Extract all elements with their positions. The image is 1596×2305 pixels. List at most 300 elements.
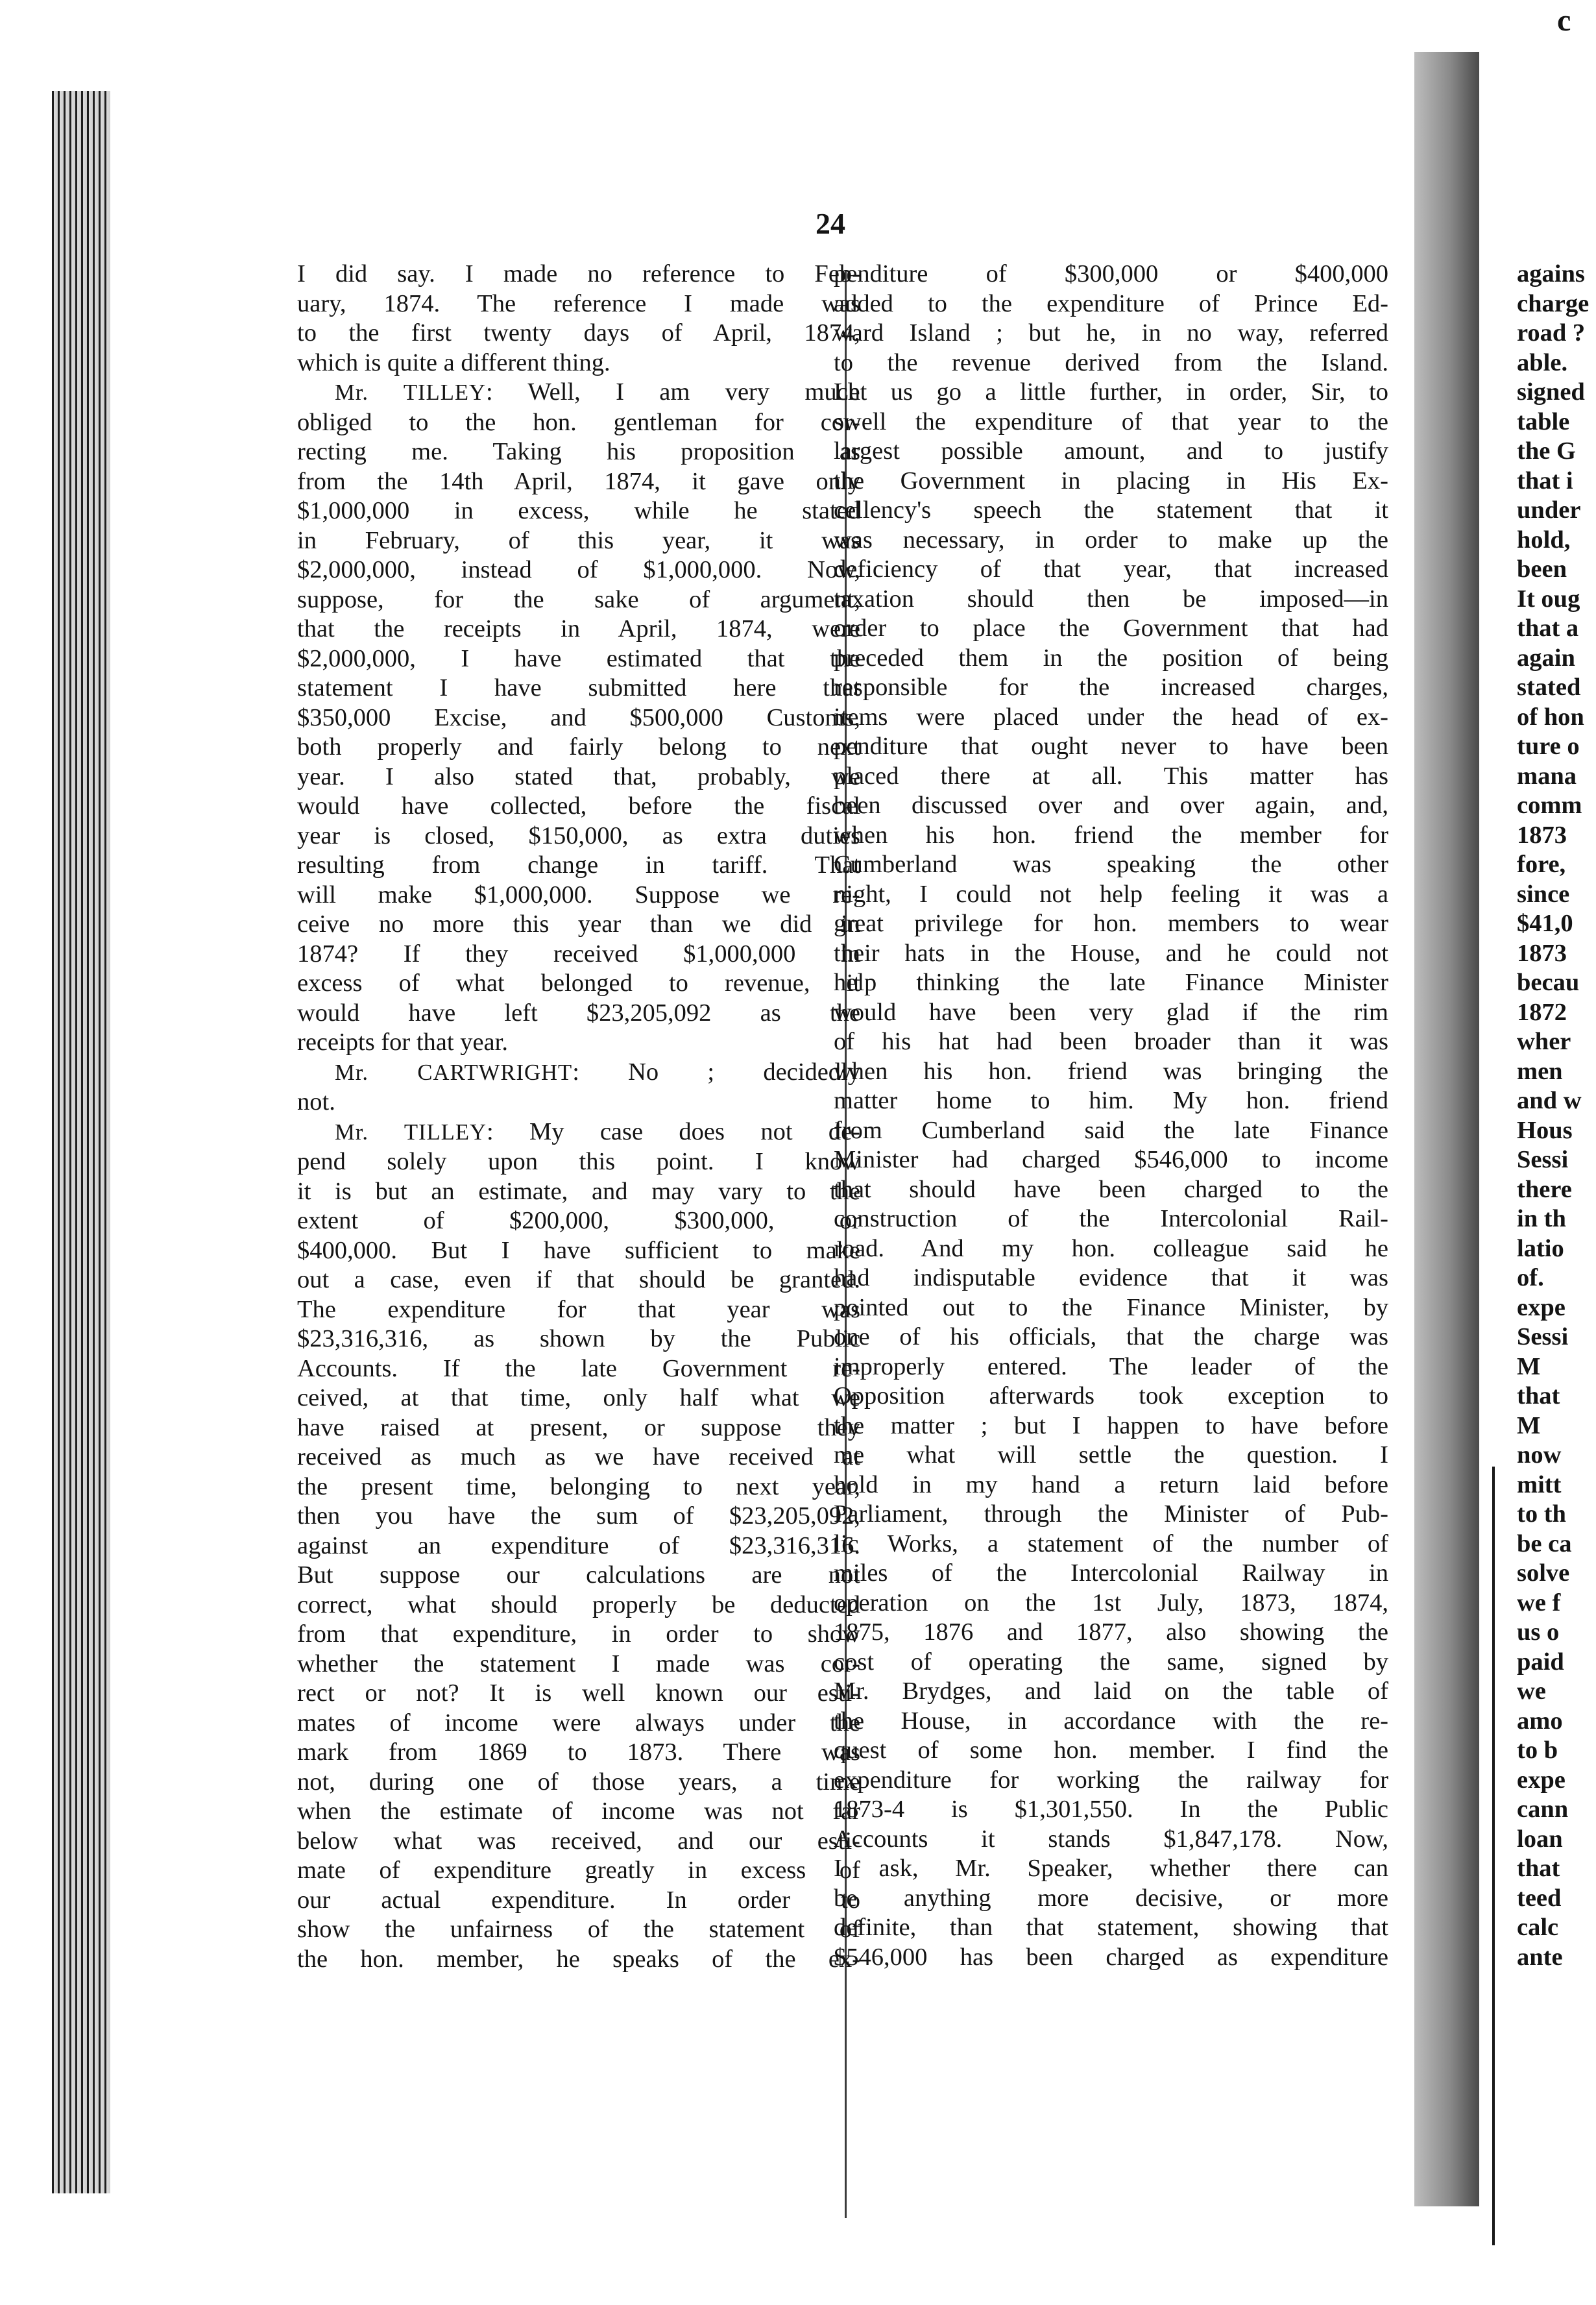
page-stack-edge [52, 91, 110, 2193]
line-text: improperly entered. The leader of the [834, 1352, 1388, 1380]
text-line [297, 1177, 860, 1207]
text-line [834, 850, 1388, 880]
partial-text-line: in th [1517, 1205, 1566, 1232]
text-line [834, 289, 1388, 319]
text-column-left [297, 260, 860, 1974]
text-line [297, 615, 860, 644]
text-line [297, 289, 860, 319]
line-text: Accounts it stands $1,847,178. Now, [834, 1825, 1388, 1853]
line-text: $1,000,000 in excess, while he stated [297, 497, 860, 524]
text-line [297, 1117, 860, 1148]
text-line [297, 348, 860, 378]
text-line [834, 762, 1388, 792]
line-text: $350,000 Excise, and $500,000 Customs, [297, 703, 860, 731]
text-line [834, 1825, 1388, 1855]
text-line [297, 1472, 860, 1502]
partial-text-line: mitt [1517, 1470, 1562, 1498]
text-line [834, 1500, 1388, 1530]
text-line [297, 1384, 860, 1413]
text-line [834, 1027, 1388, 1057]
partial-text-line: Sessi [1517, 1146, 1569, 1173]
line-text: mark from 1869 to 1873. There was [297, 1738, 860, 1766]
partial-text-line: of. [1517, 1264, 1544, 1291]
text-line [834, 939, 1388, 969]
line-text: largest possible amount, and to justify [834, 437, 1388, 465]
line-text: recting me. Taking his proposition as [297, 438, 860, 465]
text-line [834, 1204, 1388, 1234]
text-line [834, 378, 1388, 408]
partial-text-line: teed [1517, 1884, 1562, 1912]
text-line [297, 1354, 860, 1384]
line-text: then you have the sum of $23,205,092, [297, 1502, 860, 1530]
text-line [297, 1147, 860, 1177]
partial-text-line: calc [1517, 1914, 1559, 1941]
text-line [297, 733, 860, 762]
partial-text-line: $41,0 [1517, 910, 1573, 937]
text-column-right-partial [1517, 260, 1596, 1972]
line-text: $546,000 has been charged as expenditure [834, 1943, 1388, 1971]
text-line [834, 526, 1388, 555]
line-text: great privilege for hon. members to wear [834, 910, 1388, 937]
text-line [297, 910, 860, 940]
speaker-name: Mr. TILLEY [335, 380, 487, 405]
line-text: year. I also stated that, probably, we [297, 762, 860, 790]
text-line [834, 1913, 1388, 1943]
text-line [834, 585, 1388, 615]
partial-text-line: ante [1517, 1943, 1563, 1971]
line-text: me what will settle the question. I [834, 1441, 1388, 1469]
partial-text-line: and w [1517, 1087, 1582, 1114]
partial-text-line: M [1517, 1352, 1541, 1380]
line-text: against an expenditure of $23,316,316. [297, 1531, 860, 1559]
text-line [297, 1797, 860, 1827]
line-text: the Government in placing in His Ex- [834, 467, 1388, 494]
partial-text-line: table [1517, 408, 1570, 435]
text-line [297, 1679, 860, 1709]
line-text: show the unfairness of the statement of [297, 1916, 860, 1943]
text-line [834, 968, 1388, 998]
line-text: items were placed under the head of ex- [834, 703, 1388, 731]
text-line [297, 1502, 860, 1531]
partial-text-line: stated [1517, 674, 1581, 701]
text-line [834, 1589, 1388, 1618]
line-text: when his hon. friend was bringing the [834, 1057, 1388, 1085]
text-line [297, 1591, 860, 1620]
text-line [834, 1411, 1388, 1441]
text-line [297, 496, 860, 526]
line-text: $23,316,316, as shown by the Public [297, 1325, 860, 1352]
line-text: penditure that ought never to have been [834, 733, 1388, 760]
text-line [297, 1650, 860, 1679]
line-text: when the estimate of income was not far [297, 1798, 860, 1825]
line-text: Accounts. If the late Government re- [297, 1354, 860, 1382]
text-line [834, 1234, 1388, 1264]
text-line [834, 1618, 1388, 1648]
line-text: operation on the 1st July, 1873, 1874, [834, 1589, 1388, 1616]
partial-text-line: road ? [1517, 319, 1586, 347]
partial-text-line: 1872 [1517, 998, 1567, 1026]
partial-text-line: becau [1517, 969, 1580, 996]
text-line [834, 467, 1388, 496]
text-line [297, 1827, 860, 1857]
speaker-name: Mr. TILLEY [335, 1119, 487, 1145]
text-line [834, 1116, 1388, 1146]
line-text: pointed out to the Finance Minister, by [834, 1293, 1388, 1321]
text-line [297, 408, 860, 438]
text-line [297, 1028, 860, 1058]
line-text: in February, of this year, it was [297, 526, 860, 554]
line-text: the hon. member, he speaks of the ex- [297, 1945, 860, 1973]
text-line [834, 614, 1388, 644]
line-text: extent of $200,000, $300,000, or [297, 1207, 860, 1234]
line-text: penditure of $300,000 or $400,000 [834, 260, 1388, 287]
line-text: Parliament, through the Minister of Pub- [834, 1500, 1388, 1528]
line-text: not, during one of those years, a time [297, 1768, 860, 1796]
line-text: have raised at present, or suppose they [297, 1413, 860, 1441]
text-line [297, 881, 860, 910]
partial-text-line: since [1517, 880, 1570, 908]
text-line [297, 1915, 860, 1945]
text-line [834, 1057, 1388, 1087]
partial-text-line: be ca [1517, 1530, 1572, 1557]
text-line [297, 319, 860, 348]
text-line [834, 732, 1388, 762]
line-text: quest of some hon. member. I find the [834, 1737, 1388, 1764]
line-text: definite, than that statement, showing that [834, 1914, 1388, 1941]
partial-text-line: us o [1517, 1618, 1560, 1646]
text-line [834, 408, 1388, 437]
partial-text-line: M [1517, 1411, 1541, 1439]
partial-text-line: Hous [1517, 1116, 1573, 1144]
text-line [297, 585, 860, 615]
partial-text-line: paid [1517, 1648, 1564, 1676]
text-line [297, 822, 860, 851]
partial-text-line: now [1517, 1441, 1562, 1469]
line-text: taxation should then be imposed—in [834, 585, 1388, 613]
text-line [297, 1856, 860, 1886]
line-text: excess of what belonged to revenue, it [297, 970, 860, 997]
text-line [297, 467, 860, 497]
line-text: expenditure for working the railway for [834, 1766, 1388, 1794]
line-text: our actual expenditure. In order to [297, 1886, 860, 1914]
text-line [297, 940, 860, 970]
line-text: order to place the Government that had [834, 615, 1388, 642]
text-line [297, 674, 860, 703]
partial-text-line: comm [1517, 792, 1582, 819]
text-line [297, 1886, 860, 1916]
text-line [297, 378, 860, 408]
text-line [834, 555, 1388, 585]
line-text: Opposition afterwards took exception to [834, 1382, 1388, 1409]
line-text: the House, in accordance with the re- [834, 1707, 1388, 1735]
text-line [834, 1441, 1388, 1470]
text-line [834, 909, 1388, 939]
line-text: was necessary, in order to make up the [834, 526, 1388, 554]
text-line [834, 1707, 1388, 1737]
line-text: receipts for that year. [297, 1029, 508, 1056]
text-line [834, 1736, 1388, 1766]
text-line [834, 1263, 1388, 1293]
text-line [297, 644, 860, 674]
line-text: from Cumberland said the late Finance [834, 1116, 1388, 1144]
line-text: would have left $23,205,092 as the [297, 999, 860, 1027]
line-text: But suppose our calculations are not [297, 1561, 860, 1589]
text-line [297, 1206, 860, 1236]
line-text: added to the expenditure of Prince Ed- [834, 289, 1388, 317]
partial-text-line: mana [1517, 762, 1577, 790]
text-line [834, 1766, 1388, 1796]
text-line [297, 792, 860, 822]
line-text: from that expenditure, in order to show [297, 1620, 860, 1648]
line-text: to the first twenty days of April, 1874, [297, 319, 860, 347]
line-text: swell the expenditure of that year to the [834, 408, 1388, 435]
partial-text-line: 1873 [1517, 821, 1567, 849]
line-text: hold in my hand a return laid before [834, 1470, 1388, 1498]
text-line [834, 703, 1388, 733]
text-line [297, 1531, 860, 1561]
line-text: 1875, 1876 and 1877, also showing the [834, 1618, 1388, 1646]
partial-text-line: the G [1517, 437, 1576, 465]
text-line [834, 260, 1388, 289]
text-line [834, 1677, 1388, 1707]
partial-text-line: that [1517, 1382, 1560, 1409]
text-line [834, 1884, 1388, 1914]
partial-text-line: to b [1517, 1737, 1558, 1764]
line-text: be anything more decisive, or more [834, 1884, 1388, 1912]
line-text: it is but an estimate, and may vary to the [297, 1177, 860, 1205]
text-line [834, 1293, 1388, 1323]
partial-text-line: there [1517, 1175, 1572, 1203]
text-line [834, 1382, 1388, 1411]
line-text: that the receipts in April, 1874, were [297, 615, 860, 642]
partial-text-line: 1873 [1517, 939, 1567, 967]
text-line [297, 1709, 860, 1738]
text-line [834, 1470, 1388, 1500]
text-line [297, 1620, 860, 1650]
line-text: statement I have submitted here that [297, 674, 860, 701]
line-text: that should have been charged to the [834, 1175, 1388, 1203]
partial-text-line: ture o [1517, 733, 1580, 760]
line-text: ward Island ; but he, in no way, referred [834, 319, 1388, 347]
line-text: pend solely upon this point. I know [297, 1148, 860, 1175]
partial-text-line: that [1517, 1855, 1560, 1882]
line-text: Let us go a little further, in order, Sir, to [834, 378, 1388, 406]
partial-text-line: Sessi [1517, 1323, 1569, 1350]
text-line [297, 437, 860, 467]
partial-text-line: of hon [1517, 703, 1584, 731]
text-line [297, 999, 860, 1029]
partial-text-line: under [1517, 496, 1581, 524]
line-text: ceived, at that time, only half what we [297, 1384, 860, 1411]
partial-text-line: wher [1517, 1028, 1571, 1055]
line-text: cost of operating the same, signed by [834, 1648, 1388, 1676]
speaker-name: Mr. CARTWRIGHT [335, 1060, 573, 1085]
partial-text-line: been [1517, 555, 1567, 583]
line-text: suppose, for the sake of argument, [297, 585, 860, 613]
line-text: Mr. Brydges, and laid on the table of [834, 1677, 1388, 1705]
text-line [297, 703, 860, 733]
line-text: construction of the Intercolonial Rail- [834, 1205, 1388, 1232]
line-text: help thinking the late Finance Minister [834, 969, 1388, 996]
partial-text-line: we [1517, 1677, 1546, 1705]
line-text: from the 14th April, 1874, it gave only [297, 467, 860, 495]
line-text: their hats in the House, and he could not [834, 939, 1388, 967]
text-line [834, 821, 1388, 851]
line-text: 1873-4 is $1,301,550. In the Public [834, 1796, 1388, 1823]
text-line [297, 260, 860, 289]
line-text: resulting from change in tariff. That [297, 851, 860, 879]
text-line [297, 1738, 860, 1768]
line-text: lic Works, a statement of the number of [834, 1530, 1388, 1557]
text-line [297, 1058, 860, 1088]
text-line [297, 1295, 860, 1325]
line-text: rect or not? It is well known our esti- [297, 1679, 860, 1707]
line-text: been discussed over and over again, and, [834, 792, 1388, 819]
line-text: $2,000,000, instead of $1,000,000. Now, [297, 556, 860, 583]
line-text: received as much as we have received at [297, 1443, 860, 1470]
partial-text-line: able. [1517, 348, 1568, 376]
partial-text-line: solve [1517, 1559, 1570, 1587]
line-text: whether the statement I made was cor- [297, 1650, 860, 1677]
line-text: will make $1,000,000. Suppose we re- [297, 881, 860, 909]
line-text: road. And my hon. colleague said he [834, 1234, 1388, 1262]
text-line [834, 1795, 1388, 1825]
line-text: Minister had charged $546,000 to income [834, 1146, 1388, 1173]
text-line [297, 555, 860, 585]
text-line [834, 1086, 1388, 1116]
line-text: placed there at all. This matter has [834, 762, 1388, 790]
text-line [834, 673, 1388, 703]
text-line [834, 880, 1388, 910]
text-line [297, 969, 860, 999]
partial-text-line: agains [1517, 260, 1585, 287]
line-text: ceive no more this year than we did in [297, 910, 860, 938]
line-text: below what was received, and our esti- [297, 1827, 860, 1855]
text-line [834, 1559, 1388, 1589]
line-text: year is closed, $150,000, as extra duties [297, 822, 860, 849]
partial-text-line: that i [1517, 467, 1573, 494]
line-text: miles of the Intercolonial Railway in [834, 1559, 1388, 1587]
partial-text-line: again [1517, 644, 1575, 672]
text-line [834, 348, 1388, 378]
text-line [834, 1854, 1388, 1884]
line-text: would have been very glad if the rim [834, 998, 1388, 1026]
text-line [834, 496, 1388, 526]
partial-text-line: that a [1517, 615, 1579, 642]
text-line [297, 1768, 860, 1798]
text-line [297, 526, 860, 556]
line-text: night, I could not help feeling it was a [834, 880, 1388, 908]
partial-text-line: men [1517, 1057, 1563, 1085]
text-line [297, 1413, 860, 1443]
line-text: : No ; decidedly [572, 1058, 860, 1086]
corner-mark: c [1557, 3, 1571, 38]
line-text: to the revenue derived from the Island. [834, 348, 1388, 376]
line-text: The expenditure for that year was [297, 1295, 860, 1323]
line-text: : My case does not de- [487, 1117, 860, 1145]
line-text: the matter ; but I happen to have before [834, 1411, 1388, 1439]
line-text: mates of income were always under the [297, 1709, 860, 1737]
text-line [834, 1530, 1388, 1559]
line-text: uary, 1874. The reference I made was [297, 289, 860, 317]
text-line [297, 1236, 860, 1266]
partial-text-line: fore, [1517, 851, 1566, 878]
line-text: cellency's speech the statement that it [834, 496, 1388, 524]
page-number: 24 [816, 207, 845, 240]
line-text: mate of expenditure greatly in excess of [297, 1857, 860, 1884]
text-line [297, 762, 860, 792]
line-text: of his hat had been broader than it was [834, 1028, 1388, 1055]
text-line [297, 1561, 860, 1591]
text-line [297, 1088, 860, 1117]
line-text: not. [297, 1088, 335, 1116]
line-text: Cumberland was speaking the other [834, 851, 1388, 878]
text-line [834, 1943, 1388, 1973]
text-line [297, 1945, 860, 1975]
partial-text-line: amo [1517, 1707, 1563, 1735]
line-text: : Well, I am very much [486, 378, 860, 406]
text-line [834, 998, 1388, 1028]
partial-text-line: to th [1517, 1500, 1566, 1528]
facing-page-shadow [1414, 52, 1479, 2206]
text-line [834, 644, 1388, 674]
line-text: both properly and fairly belong to next [297, 733, 860, 761]
text-line [834, 1648, 1388, 1677]
line-text: out a case, even if that should be granted. [297, 1266, 860, 1293]
partial-text-line: we f [1517, 1589, 1561, 1616]
partial-text-line: latio [1517, 1234, 1564, 1262]
line-text: 1874? If they received $1,000,000 in [297, 940, 860, 968]
text-line [834, 1175, 1388, 1205]
line-text: $2,000,000, I have estimated that the [297, 644, 860, 672]
line-text: had indisputable evidence that it was [834, 1264, 1388, 1291]
text-line [834, 1145, 1388, 1175]
text-line [834, 1352, 1388, 1382]
line-text: would have collected, before the fiscal [297, 792, 860, 820]
text-line [834, 437, 1388, 467]
partial-text-line: expe [1517, 1766, 1566, 1794]
line-text: I ask, Mr. Speaker, whether there can [834, 1855, 1388, 1882]
text-line [297, 1265, 860, 1295]
partial-text-line: charge [1517, 289, 1590, 317]
page-edge-line [1492, 1467, 1495, 2245]
line-text: $400,000. But I have sufficient to make [297, 1236, 860, 1264]
partial-text-line: loan [1517, 1825, 1563, 1853]
text-line [297, 1324, 860, 1354]
partial-text-line: signed [1517, 378, 1585, 406]
text-line [834, 791, 1388, 821]
text-line [297, 851, 860, 881]
line-text: matter home to him. My hon. friend [834, 1087, 1388, 1114]
line-text: deficiency of that year, that increased [834, 555, 1388, 583]
line-text: which is quite a different thing. [297, 348, 611, 376]
line-text: responsible for the increased charges, [834, 674, 1388, 701]
partial-text-line: cann [1517, 1796, 1569, 1823]
line-text: when his hon. friend the member for [834, 821, 1388, 849]
line-text: obliged to the hon. gentleman for cor- [297, 408, 860, 436]
text-column-middle [834, 260, 1388, 1972]
partial-text-line: expe [1517, 1293, 1566, 1321]
text-line [834, 319, 1388, 348]
text-line [297, 1443, 860, 1472]
text-line [834, 1323, 1388, 1352]
line-text: preceded them in the position of being [834, 644, 1388, 672]
partial-text-line: It oug [1517, 585, 1580, 613]
line-text: correct, what should properly be deducted [297, 1591, 860, 1618]
line-text: I did say. I made no reference to Feb- [297, 260, 860, 287]
partial-text-line: hold, [1517, 526, 1571, 554]
line-text: the present time, belonging to next year, [297, 1472, 860, 1500]
